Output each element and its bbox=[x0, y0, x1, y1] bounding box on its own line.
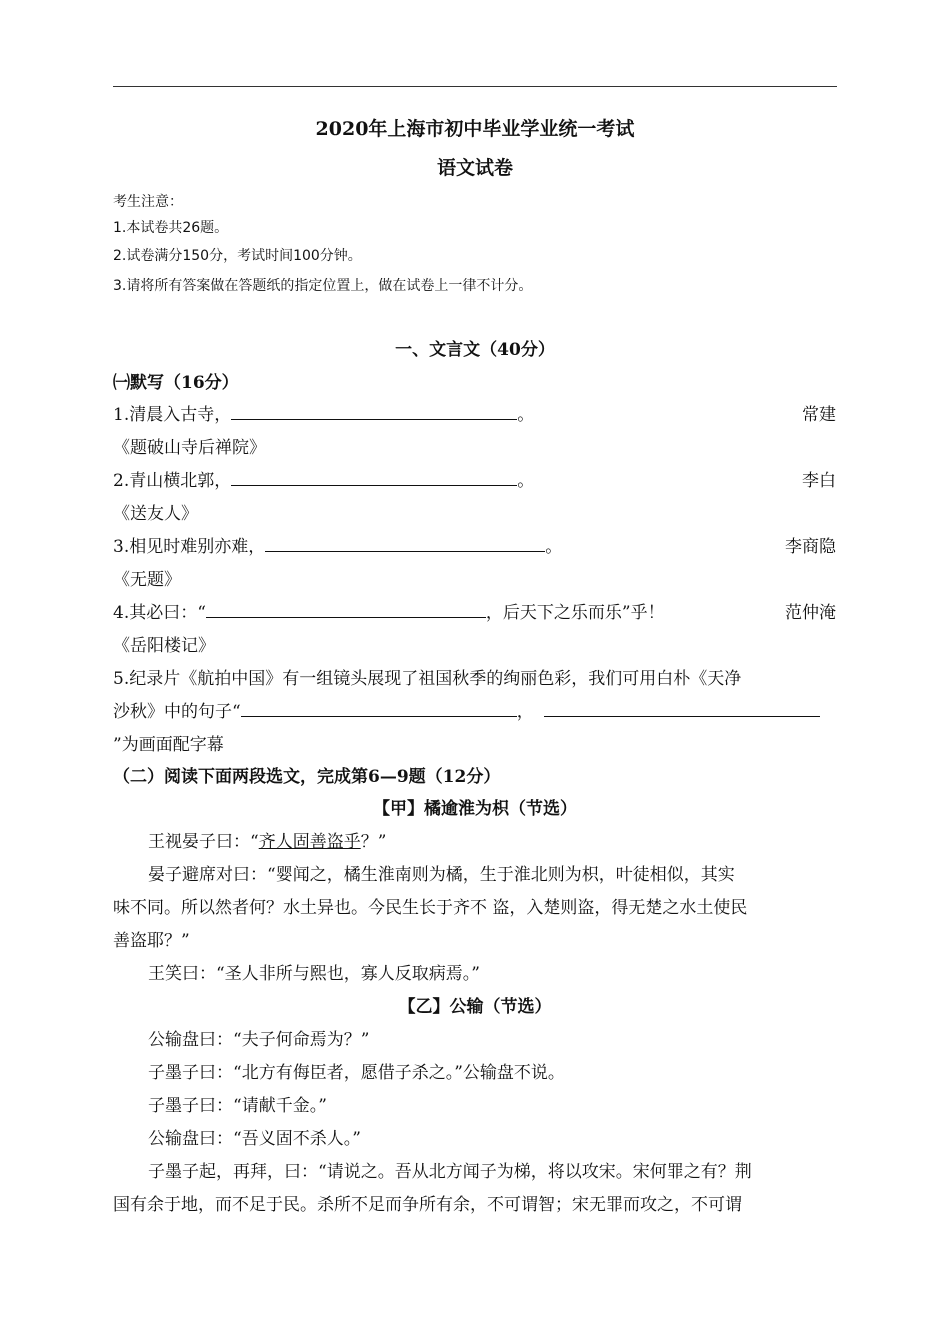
question-3-prefix: 3.相见时难别亦难， bbox=[113, 537, 266, 557]
question-1-author: 常建 bbox=[802, 405, 836, 425]
question-2-suffix: 。 bbox=[517, 471, 535, 491]
passage-a-title: 【甲】橘逾淮为枳（节选） bbox=[373, 799, 577, 819]
question-4-source: 《岳阳楼记》 bbox=[113, 636, 215, 656]
question-5-separator: ， bbox=[516, 702, 534, 722]
question-1-suffix: 。 bbox=[517, 405, 535, 425]
question-5-line-2 bbox=[113, 700, 820, 724]
exam-title: 2020年上海市初中毕业学业统一考试 bbox=[315, 118, 635, 140]
passage-a-underlined-phrase: 齐人固善盗乎 bbox=[258, 832, 361, 852]
passage-b-last-line-1: 子墨子起，再拜，曰：“请说之。吾从北方闻子为梯，将以攻宋。宋何罪之有？荆 bbox=[148, 1162, 752, 1182]
question-1 bbox=[113, 403, 534, 427]
question-2-author: 李白 bbox=[802, 471, 836, 491]
notice-heading: 考生注意： bbox=[113, 194, 183, 210]
passage-b-last-line-2: 国有余于地，而不足于民。杀所不足而争所有余，不可谓智；宋无罪而攻之，不可谓 bbox=[113, 1195, 742, 1215]
answer-blank-3 bbox=[265, 535, 545, 552]
question-1-source: 《题破山寺后禅院》 bbox=[113, 438, 266, 458]
answer-blank-5b bbox=[544, 700, 820, 717]
passage-a-p2-line-1: 晏子避席对曰：“婴闻之，橘生淮南则为橘，生于淮北则为枳，叶徒相似，其实 bbox=[148, 865, 735, 885]
question-5-line-1: 5.纪录片《航拍中国》有一组镜头展现了祖国秋季的绚丽色彩，我们可用白朴《天净 bbox=[113, 669, 742, 689]
answer-blank-4 bbox=[206, 601, 486, 618]
question-2 bbox=[113, 469, 534, 493]
question-4 bbox=[113, 601, 665, 625]
notice-item-2: 2.试卷满分150分，考试时间100分钟。 bbox=[113, 248, 362, 264]
question-4-prefix: 4.其必曰：“ bbox=[113, 603, 206, 623]
passage-b-line-1: 公输盘曰：“夫子何命焉为？” bbox=[148, 1030, 370, 1050]
passage-a-p2-line-2: 味不同。所以然者何？水土异也。今民生长于齐不 盗，入楚则盗，得无楚之水土使民 bbox=[113, 898, 748, 918]
question-3-suffix: 。 bbox=[545, 537, 563, 557]
passage-a-paragraph-3: 王笑曰：“圣人非所与熙也，寡人反取病焉。” bbox=[148, 964, 480, 984]
question-3 bbox=[113, 535, 562, 559]
part2-heading: （二）阅读下面两段选文，完成第6—9题（12分） bbox=[113, 767, 501, 787]
answer-blank-5a bbox=[241, 700, 517, 717]
question-1-prefix: 1.清晨入古寺， bbox=[113, 405, 232, 425]
passage-a-p1-suffix: ？” bbox=[360, 832, 387, 852]
question-3-source: 《无题》 bbox=[113, 570, 181, 590]
header-rule bbox=[113, 86, 837, 87]
passage-b-line-2: 子墨子曰：“北方有侮臣者，愿借子杀之。”公输盘不说。 bbox=[148, 1063, 565, 1083]
question-5-prefix: 沙秋》中的句子“ bbox=[113, 702, 241, 722]
question-2-source: 《送友人》 bbox=[113, 504, 198, 524]
exam-subtitle: 语文试卷 bbox=[436, 157, 513, 179]
notice-item-3: 3.请将所有答案做在答题纸的指定位置上，做在试卷上一律不计分。 bbox=[113, 278, 533, 294]
passage-a-p2-line-3: 善盗耶？” bbox=[113, 931, 190, 951]
passage-a-paragraph-1 bbox=[148, 830, 386, 854]
answer-blank-1 bbox=[231, 403, 517, 420]
answer-blank-2 bbox=[231, 469, 517, 486]
passage-b-line-3: 子墨子曰：“请献千金。” bbox=[148, 1096, 327, 1116]
notice-item-1: 1.本试卷共26题。 bbox=[113, 220, 229, 236]
part1-heading: ㈠默写（16分） bbox=[113, 373, 239, 393]
passage-b-title: 【乙】公输（节选） bbox=[398, 997, 552, 1017]
passage-a-p1-prefix: 王视晏子曰：“ bbox=[148, 832, 259, 852]
question-5-line-3: ”为画面配字幕 bbox=[113, 735, 224, 755]
question-3-author: 李商隐 bbox=[785, 537, 836, 557]
passage-b-line-4: 公输盘曰：“吾义固不杀人。” bbox=[148, 1129, 361, 1149]
question-4-suffix: ，后天下之乐而乐”乎！ bbox=[485, 603, 665, 623]
question-4-author: 范仲淹 bbox=[785, 603, 836, 623]
question-2-prefix: 2.青山横北郭， bbox=[113, 471, 232, 491]
section-title: 一、文言文（40分） bbox=[395, 340, 555, 360]
